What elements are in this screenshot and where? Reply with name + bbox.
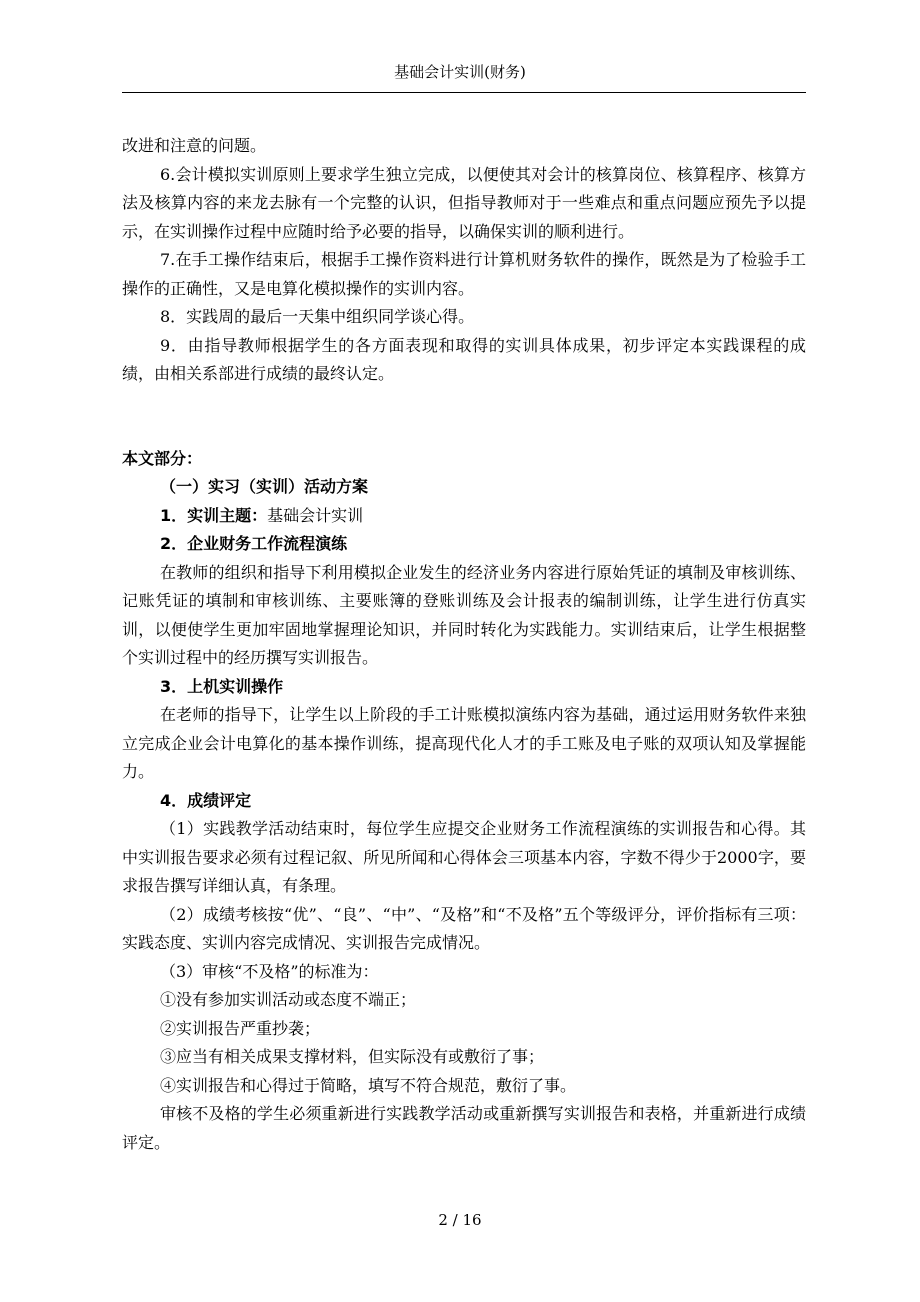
- item-2-text: 在教师的组织和指导下利用模拟企业发生的经济业务内容进行原始凭证的填制及审核训练、记账凭证的填制和审核训练、主要账簿的登账训练及会计报表的编制训练，让学生进行仿真实训，以便使学生更加牢固地掌握理论知识，并同时转化为实践能力。实训结束后，让学生根据整个实训过程中的经历撰写实训报告。: [122, 562, 806, 667]
- paragraph-item-7: 7.在手工操作结束后，根据手工操作资料进行计算机财务软件的操作，既然是为了检验手工操作的正确性，又是电算化模拟操作的实训内容。: [122, 250, 806, 298]
- item-1: [122, 502, 806, 531]
- document-body: [122, 132, 806, 1157]
- paragraph-item-8: 8．实践周的最后一天集中组织同学谈心得。: [160, 307, 475, 326]
- closing-paragraph: 审核不及格的学生必须重新进行实践教学活动或重新撰写实训报告和表格，并重新进行成绩评定。: [122, 1104, 806, 1152]
- paragraph-item-6: 6.会计模拟实训原则上要求学生独立完成，以便使其对会计的核算岗位、核算程序、核算方法及核算内容的来龙去脉有一个完整的认识，但指导教师对于一些难点和重点问题应预先予以提示，在实训操作过程中应随时给予必要的指导，以确保实训的顺利进行。: [122, 164, 806, 241]
- item-4-paragraph-3: （3）审核“不及格”的标准为：: [160, 961, 379, 981]
- page-header: 基础会计实训(财务): [394, 63, 526, 81]
- criteria-item: ①没有参加实训活动或态度不端正；: [160, 990, 417, 1009]
- header-divider: [122, 92, 806, 93]
- spacer: [122, 389, 806, 445]
- item-4-paragraph-1: （1）实践教学活动结束时，每位学生应提交企业财务工作流程演练的实训报告和心得。其中实训报告要求必须有过程记叙、所见所闻和心得体会三项基本内容，字数不得少于2000字，要求报告撰写详细认真，有条理。: [122, 819, 806, 895]
- plan-title: （一）实习（实训）活动方案: [160, 477, 369, 496]
- item-1-label: 1．实训主题：: [160, 505, 268, 525]
- criteria-item: ④实训报告和心得过于简略，填写不符合规范，敷衍了事。: [160, 1075, 577, 1095]
- item-4-paragraph-2: （2）成绩考核按“优”、“良”、“中”、“及格”和“不及格”五个等级评分，评价指标有三项：实践态度、实训内容完成情况、实训报告完成情况。: [122, 904, 806, 952]
- section-heading: 本文部分：: [122, 448, 203, 468]
- criteria-item: ②实训报告严重抄袭；: [160, 1018, 321, 1038]
- item-2-title: 2．企业财务工作流程演练: [160, 534, 348, 553]
- paragraph-item-9: 9．由指导教师根据学生的各方面表现和取得的实训具体成果，初步评定本实践课程的成绩，由相关系部进行成绩的最终认定。: [122, 335, 806, 383]
- item-3-text: 在老师的指导下，让学生以上阶段的手工计账模拟演练内容为基础，通过运用财务软件来独立完成企业会计电算化的基本操作训练，提高现代化人才的手工账及电子账的双项认知及掌握能力。: [122, 705, 806, 781]
- criteria-item: ③应当有相关成果支撑材料，但实际没有或敷衍了事；: [160, 1047, 545, 1066]
- item-3-title: 3．上机实训操作: [160, 676, 284, 696]
- paragraph-continuation: 改进和注意的问题。: [122, 136, 267, 155]
- page-number: 2 / 16: [438, 1211, 482, 1229]
- item-4-title: 4．成绩评定: [160, 790, 252, 810]
- item-1-value: 基础会计实训: [267, 505, 364, 525]
